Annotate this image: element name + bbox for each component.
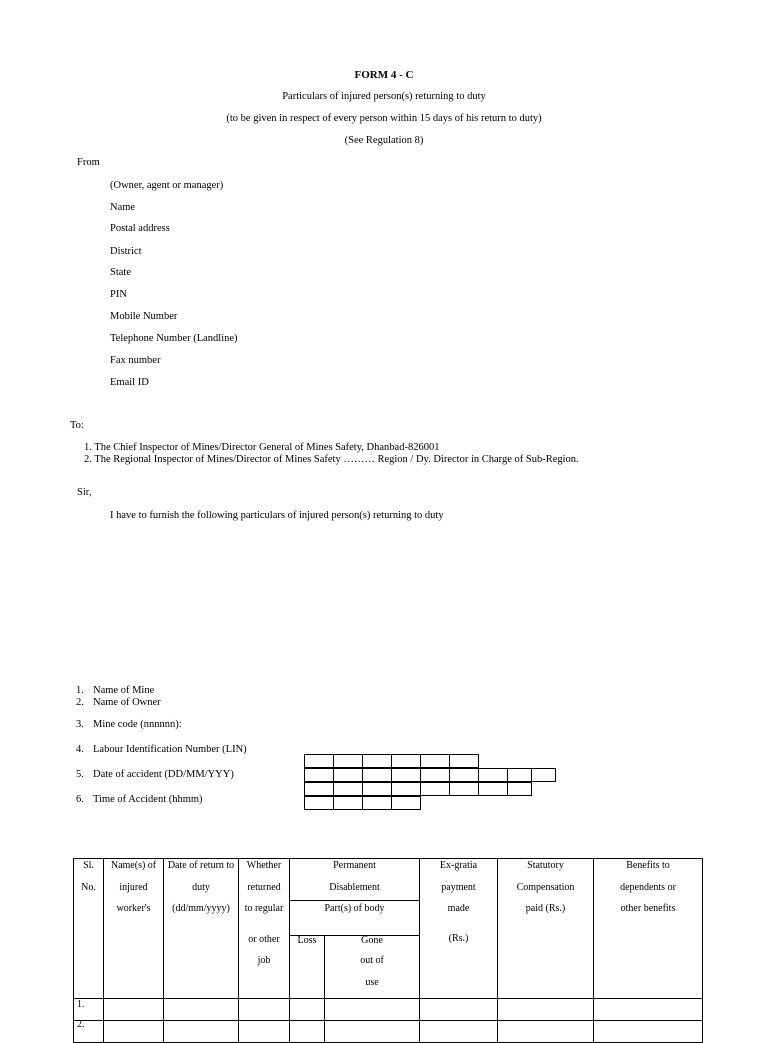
input-box[interactable] (362, 796, 392, 810)
input-box[interactable] (333, 754, 363, 768)
header-cell (73, 858, 104, 999)
input-box[interactable] (304, 768, 334, 782)
header-gone: out of (360, 955, 384, 966)
input-box[interactable] (304, 782, 334, 796)
from-field: District (110, 246, 142, 257)
table-cell[interactable] (593, 1020, 703, 1043)
form-note: (to be given in respect of every person within 15 days of his return to duty) (226, 113, 542, 124)
input-box[interactable] (362, 782, 392, 796)
from-field: Postal address (110, 223, 170, 234)
item-label: Labour Identification Number (LIN) (93, 744, 247, 755)
item-label: Time of Accident (hhmm) (93, 794, 203, 805)
table-cell[interactable] (103, 1020, 164, 1043)
item-number: 3. (76, 719, 84, 730)
from-field: Name (110, 202, 136, 213)
header-exgratia: made (447, 903, 470, 914)
input-box[interactable] (449, 768, 479, 782)
table-cell[interactable] (419, 1020, 498, 1043)
item-number: 2. (76, 697, 84, 708)
input-box[interactable] (449, 754, 479, 768)
table-cell[interactable] (238, 998, 290, 1021)
header-date: Date of return to (167, 860, 235, 871)
input-box[interactable] (304, 754, 334, 768)
input-box[interactable] (304, 796, 334, 810)
header-date: duty (192, 882, 210, 893)
input-box[interactable] (391, 782, 421, 796)
form-subtitle: Particulars of injured person(s) returning to duty (282, 91, 486, 102)
table-cell[interactable] (324, 1020, 420, 1043)
item-number: 6. (76, 794, 84, 805)
from-field: (Owner, agent or manager) (110, 180, 224, 191)
header-exgratia: Ex-gratia (439, 860, 478, 871)
header-whether: to regular (244, 903, 284, 914)
table-cell[interactable] (593, 998, 703, 1021)
header-cell (238, 858, 290, 999)
from-label: From (77, 157, 100, 168)
item-label: Date of accident (DD/MM/YYY) (93, 769, 234, 780)
header-statutory: Statutory (527, 860, 564, 871)
input-box[interactable] (333, 768, 363, 782)
form-regulation: (See Regulation 8) (344, 135, 424, 146)
from-field: State (110, 267, 131, 278)
salutation: Sir, (77, 487, 92, 498)
table-cell[interactable] (324, 998, 420, 1021)
from-field: Mobile Number (110, 311, 178, 322)
input-box[interactable] (531, 768, 556, 782)
header-permanent: Disablement (329, 882, 380, 893)
table-cell[interactable] (419, 998, 498, 1021)
item-label: Mine code (nnnnnn): (93, 719, 182, 730)
recipient-line: 2. The Regional Inspector of Mines/Director of Mines Safety ……… Region / Dy. Director in Charge of Sub-Region. (84, 454, 579, 465)
input-box[interactable] (391, 754, 421, 768)
to-label: To: (70, 420, 84, 431)
header-gone: Gone (361, 935, 383, 946)
input-box[interactable] (420, 768, 450, 782)
header-benefits: other benefits (620, 903, 676, 914)
header-names: Name(s) of (110, 860, 157, 871)
input-box[interactable] (507, 782, 532, 796)
item-number: 4. (76, 744, 84, 755)
table-cell[interactable] (289, 1020, 325, 1043)
item-number: 5. (76, 769, 84, 780)
from-field: PIN (110, 289, 127, 300)
header-statutory: Compensation (516, 882, 575, 893)
table-cell[interactable] (103, 998, 164, 1021)
from-field: Email ID (110, 377, 149, 388)
header-date: (dd/mm/yyyy) (172, 903, 230, 914)
header-permanent: Permanent (333, 860, 376, 871)
table-cell[interactable] (497, 1020, 594, 1043)
header-cell (103, 858, 164, 999)
form-title: FORM 4 - C (354, 69, 414, 81)
header-cell (593, 858, 703, 999)
header-names: injured (119, 882, 148, 893)
letter-body: I have to furnish the following particulars of injured person(s) returning to duty (110, 510, 444, 521)
header-sl: Sl. (83, 860, 94, 871)
table-cell[interactable] (163, 1020, 239, 1043)
header-exgratia: payment (441, 882, 476, 893)
header-exgratia: (Rs.) (448, 933, 469, 944)
input-box[interactable] (478, 782, 508, 796)
header-names: worker's (116, 903, 151, 914)
header-whether: Whether (246, 860, 282, 871)
header-whether: returned (247, 882, 281, 893)
item-label: Name of Mine (93, 685, 155, 696)
table-cell[interactable] (289, 998, 325, 1021)
header-parts-of-body: Part(s) of body (324, 903, 385, 914)
row-number: 2. (77, 1019, 85, 1030)
item-number: 1. (76, 685, 84, 696)
table-cell[interactable] (163, 998, 239, 1021)
header-cell (163, 858, 239, 999)
input-box[interactable] (391, 768, 421, 782)
header-sl: No. (81, 882, 96, 893)
from-field: Telephone Number (Landline) (110, 333, 238, 344)
input-box[interactable] (449, 782, 479, 796)
header-statutory: paid (Rs.) (525, 903, 566, 914)
input-box[interactable] (391, 796, 421, 810)
header-whether: job (257, 955, 271, 966)
header-benefits: dependents or (620, 882, 676, 893)
input-box[interactable] (362, 754, 392, 768)
input-box[interactable] (420, 782, 450, 796)
header-loss: Loss (297, 935, 317, 946)
from-field: Fax number (110, 355, 161, 366)
table-cell[interactable] (497, 998, 594, 1021)
header-cell (419, 858, 498, 999)
table-cell[interactable] (238, 1020, 290, 1043)
input-box[interactable] (507, 768, 532, 782)
input-box[interactable] (333, 796, 363, 810)
recipient-line: 1. The Chief Inspector of Mines/Director General of Mines Safety, Dhanbad-826001 (84, 442, 440, 453)
header-cell (497, 858, 594, 999)
input-box[interactable] (478, 768, 508, 782)
input-box[interactable] (362, 768, 392, 782)
header-benefits: Benefits to (626, 860, 670, 871)
input-box[interactable] (333, 782, 363, 796)
item-label: Name of Owner (93, 697, 161, 708)
header-whether: or other (248, 934, 280, 945)
header-gone: use (365, 977, 379, 988)
row-number: 1. (77, 999, 85, 1010)
input-box[interactable] (420, 754, 450, 768)
